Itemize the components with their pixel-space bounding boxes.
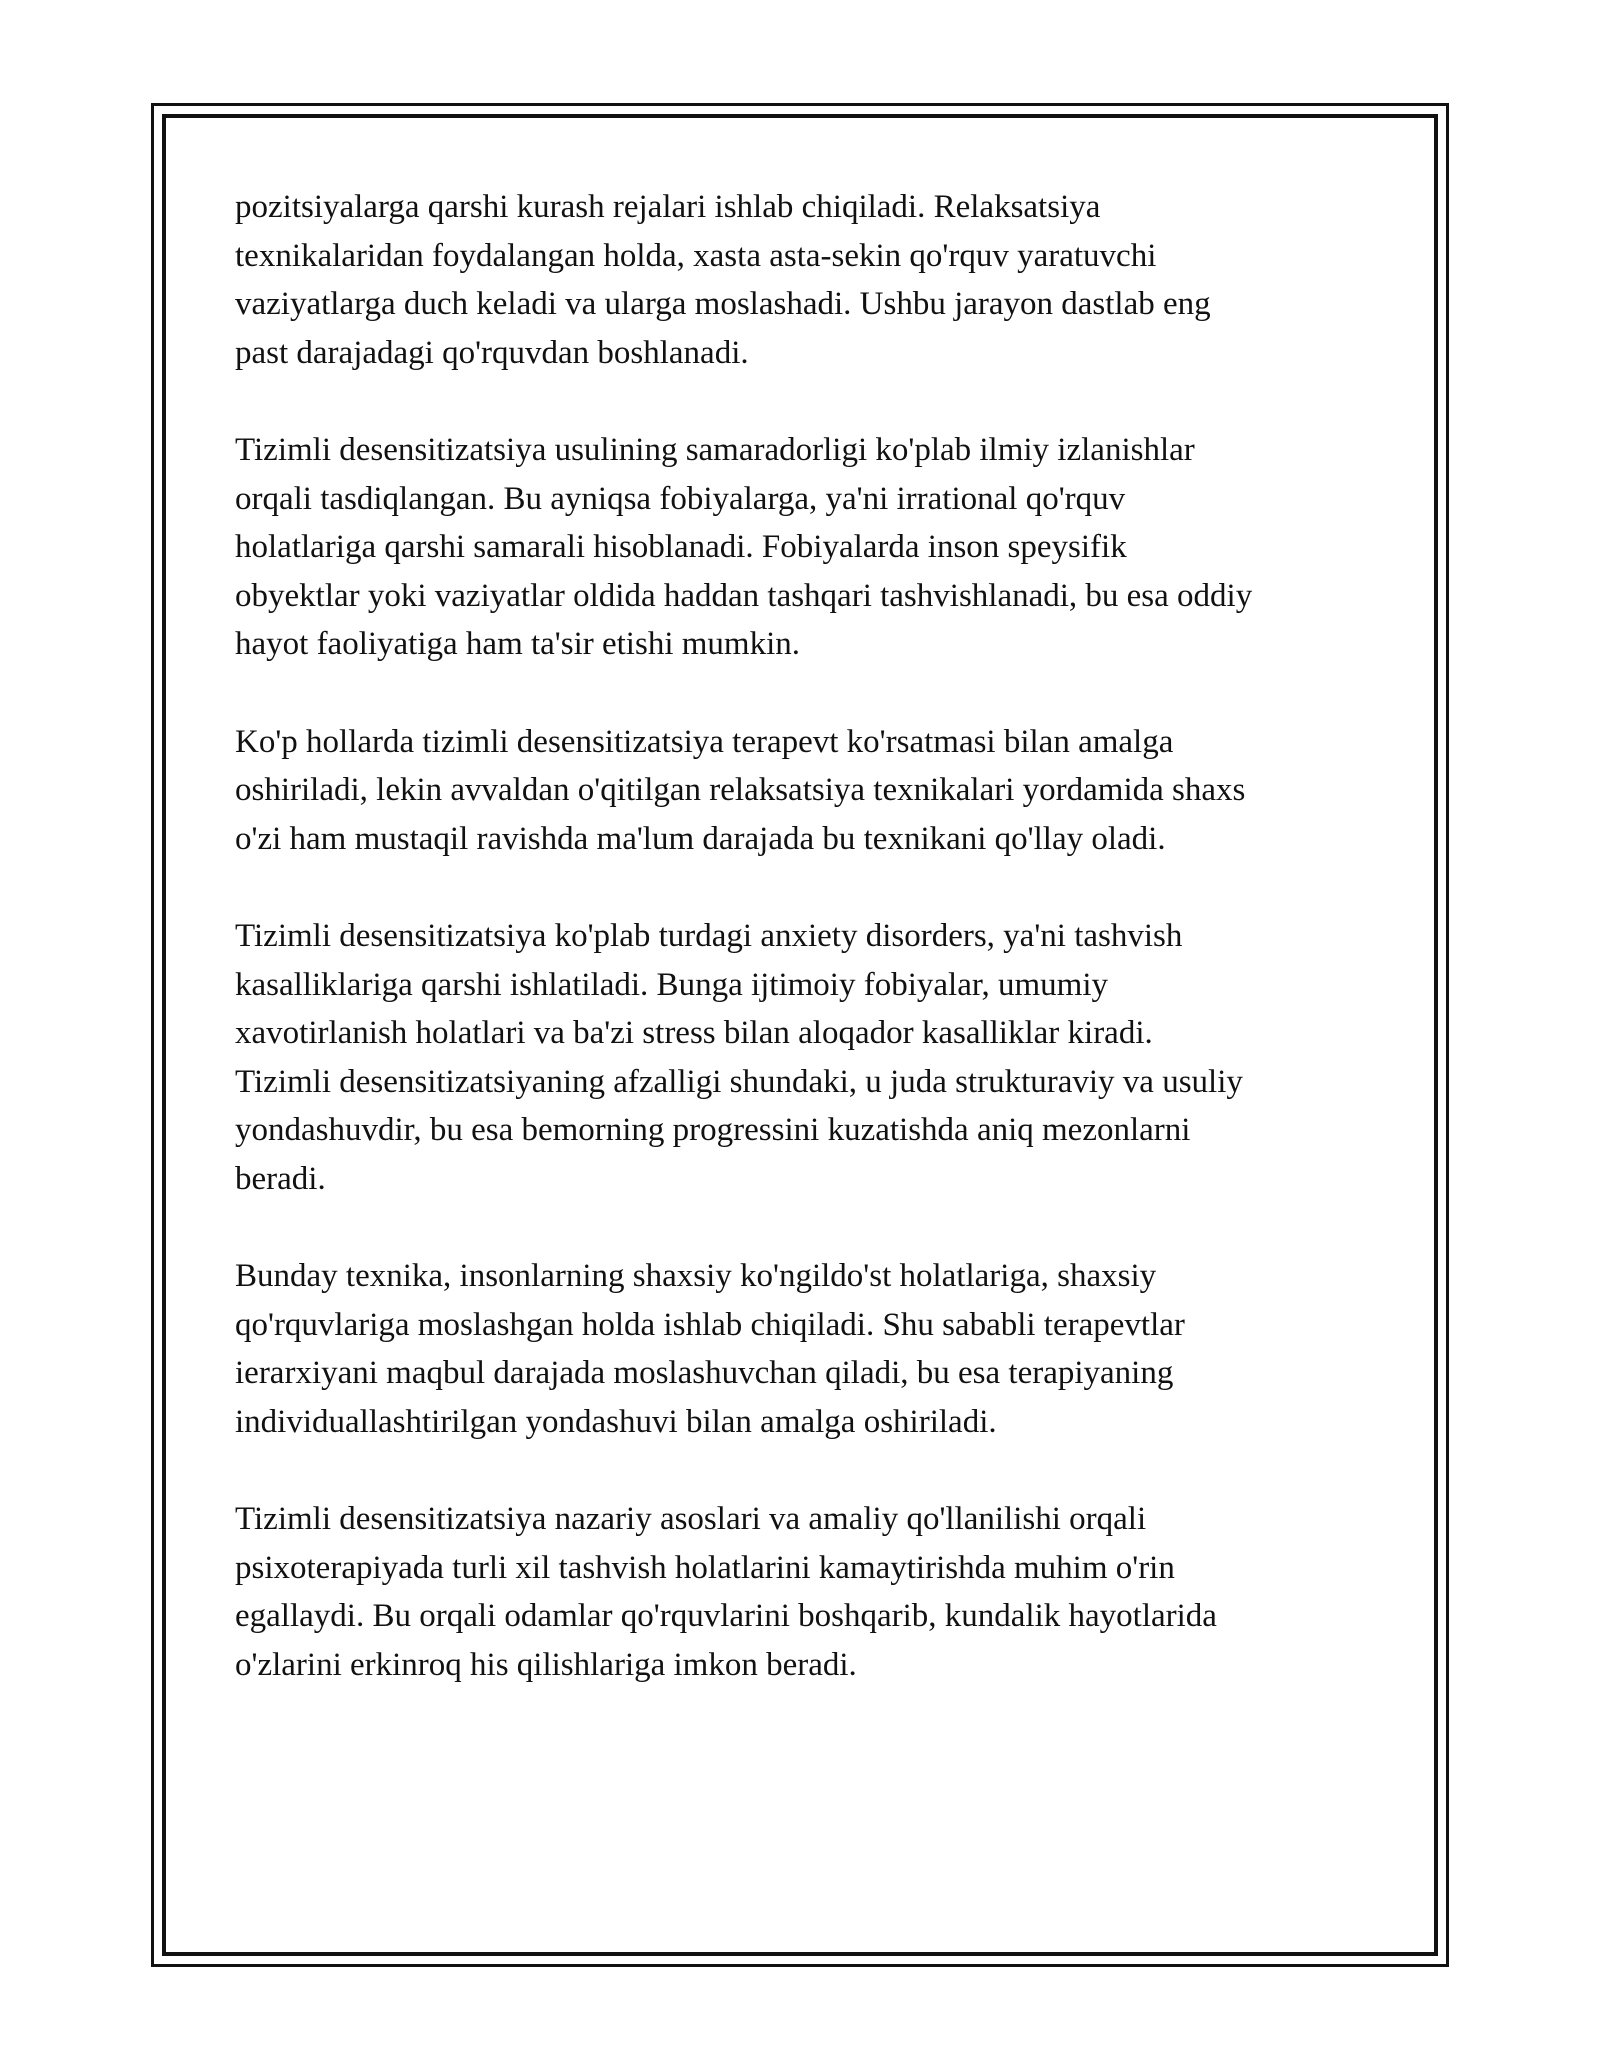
paragraph: pozitsiyalarga qarshi kurash rejalari ishlab chiqiladi. Relaksatsiya texnikalaridan foydalangan holda, xasta asta-sekin qo'rquv yaratuvchi vaziyatlarga duch keladi va ularga moslashadi. Ushbu jarayon dastlab eng past darajadagi qo'rquvdan boshlanadi. xyxy=(235,189,1211,371)
paragraph: Tizimli desensitizatsiya nazariy asoslari va amaliy qo'llanilishi orqali psixoterapiyada turli xil tashvish holatlarini kamaytirishda muhim o'rin egallaydi. Bu orqali odamlar qo'rquvlarini boshqarib, kundalik hayotlarida o'zlarini erkinroq his qilishlariga imkon beradi. xyxy=(235,1501,1217,1683)
paragraph: Ko'p hollarda tizimli desensitizatsiya terapevt ko'rsatmasi bilan amalga oshiriladi, lekin avvaldan o'qitilgan relaksatsiya texnikalari yordamida shaxs o'zi ham mustaqil ravishda ma'lum darajada bu texnikani qo'llay oladi. xyxy=(235,723,1246,857)
paragraph: Bunday texnika, insonlarning shaxsiy ko'ngildo'st holatlariga, shaxsiy qo'rquvlariga moslashgan holda ishlab chiqiladi. Shu sababli terapevtlar ierarxiyani maqbul darajada moslashuvchan qiladi, bu esa terapiyaning individuallashtirilgan yondashuvi bilan amalga oshiriladi. xyxy=(235,1258,1185,1440)
paragraph: Tizimli desensitizatsiya usulining samaradorligi ko'plab ilmiy izlanishlar orqali tasdiqlangan. Bu ayniqsa fobiyalarga, ya'ni irrational qo'rquv holatlariga qarshi samarali hisoblanadi. Fobiyalarda inson speysifik obyektlar yoki vaziyatlar oldida haddan tashqari tashvishlanadi, bu esa oddiy hayot faoliyatiga ham ta'sir etishi mumkin. xyxy=(235,432,1253,662)
document-body xyxy=(235,183,1375,1738)
paragraph: Tizimli desensitizatsiya ko'plab turdagi anxiety disorders, ya'ni tashvish kasalliklariga qarshi ishlatiladi. Bunga ijtimoiy fobiyalar, umumiy xavotirlanish holatlari va ba'zi stress bilan aloqador kasalliklar kiradi. Tizimli desensitizatsiyaning afzalligi shundaki, u juda strukturaviy va usuliy yondashuvdir, bu esa bemorning progressini kuzatishda aniq mezonlarni beradi. xyxy=(235,918,1243,1197)
